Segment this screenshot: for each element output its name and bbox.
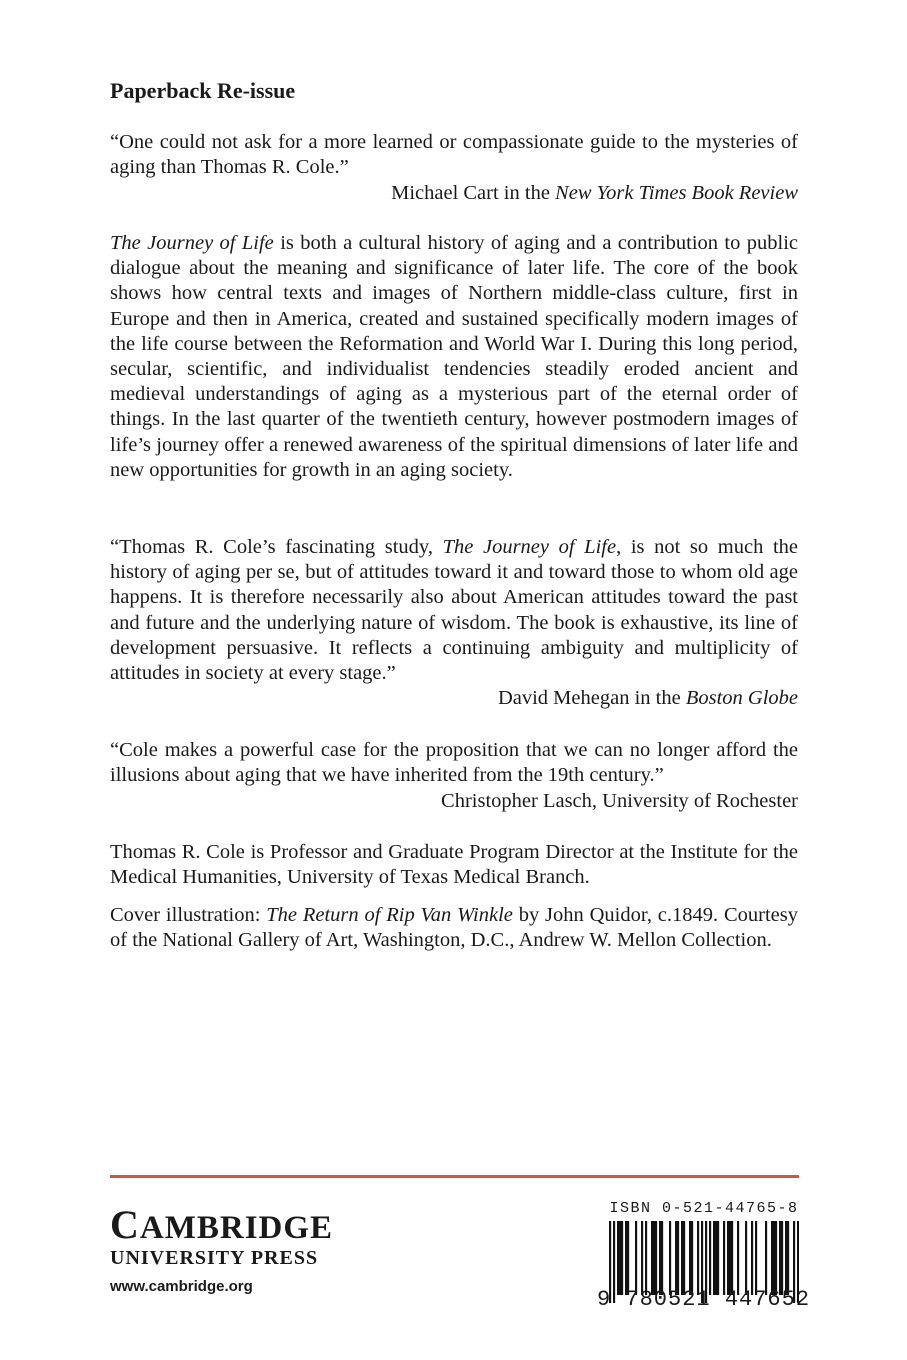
- barcode-bar: [781, 1221, 783, 1295]
- publisher-name: CAMBRIDGE: [110, 1202, 334, 1247]
- barcode-bar: [683, 1221, 685, 1295]
- barcode-bar: [785, 1221, 787, 1295]
- barcode-bar: [635, 1221, 637, 1295]
- quote-1-source: New York Times Book Review: [555, 182, 798, 204]
- publisher-subtitle: UNIVERSITY PRESS: [110, 1247, 319, 1269]
- barcode-bar: [709, 1221, 711, 1295]
- barcode-bar: [723, 1221, 725, 1295]
- barcode-bar: [645, 1221, 647, 1295]
- cover-credit-title: The Return of Rip Van Winkle: [266, 904, 513, 926]
- barcode-bar: [729, 1221, 731, 1295]
- description-text: is both a cultural history of aging and a contribution to public dialogue about the meaning and significance of later life. The core of the book shows how central texts and images of Northern middle-class culture, first in Europe and then in America, created and sustained specifically modern images of the life course between the Reformation and World War I. During this long period, secular, scientific, and individualist tendencies steadily eroded ancient and medieval understandings of aging as a mysterious part of the eternal order of things. In the last quarter of the twentieth century, however postmodern images of life’s journey offer a renewed awareness of the spiritual dimensions of later life and new opportunities for growth in an aging society.: [110, 232, 798, 481]
- barcode-bar: [773, 1221, 775, 1295]
- barcode-bar: [677, 1221, 679, 1295]
- barcode-bar: [659, 1221, 661, 1295]
- barcode-digits: 9 780521 447652: [597, 1287, 811, 1312]
- publisher-logo: [110, 1202, 334, 1295]
- barcode-bar: [715, 1221, 717, 1295]
- barcode-bar: [691, 1221, 693, 1295]
- barcode-bar: [625, 1221, 627, 1295]
- barcode-bar: [619, 1221, 621, 1295]
- quote-1: [110, 130, 798, 180]
- barcode-bar: [689, 1221, 691, 1295]
- book-title: The Journey of Life: [110, 232, 274, 254]
- barcode-bar: [681, 1221, 683, 1295]
- cover-credit: Cover illustration: The Return of Rip Van Winkle by John Quidor, c.1849. Courtesy of the National Gallery of Art, Washington, D.C., Andrew W. Mellon Collection.: [110, 904, 799, 952]
- barcode-bar: [641, 1221, 643, 1295]
- barcode-bar: [779, 1221, 781, 1295]
- barcode-bar: [627, 1221, 629, 1295]
- barcode-bar: [661, 1221, 663, 1295]
- barcode-bar: [697, 1221, 699, 1295]
- barcode-bar: [751, 1221, 753, 1295]
- quote-3-text: “Cole makes a powerful case for the proposition that we can no longer afford the illusions about aging that we have inherited from the 19th century.”: [110, 739, 798, 787]
- description: [110, 231, 798, 483]
- barcode-bar: [745, 1221, 747, 1295]
- quote-2: “Thomas R. Cole’s fascinating study, The Journey of Life, is not so much the history of aging per se, but of attitudes toward it and toward those to whom old age happens. It is therefore necessarily also about American attitudes toward the past and future and the underlying nature of wisdom. The book is exhaustive, its line of development persuasive. It reflects a continuing ambiguity and multiplicity of attitudes in society at every stage.”: [110, 536, 798, 685]
- barcode-bar: [771, 1221, 773, 1295]
- author-bio: Thomas R. Cole is Professor and Graduate Program Director at the Institute for the Medical Humanities, University of Texas Medical Branch.: [110, 841, 798, 889]
- barcode-bar: [717, 1221, 719, 1295]
- barcode-bar: [621, 1221, 623, 1295]
- divider-rule: [110, 1175, 799, 1178]
- quote-2-attribution: David Mehegan in the Boston Globe: [497, 687, 798, 709]
- barcode-bar: [731, 1221, 733, 1295]
- barcode-bar: [713, 1221, 715, 1295]
- quote-1-text: “One could not ask for a more learned or compassionate guide to the mysteries of aging than Thomas R. Cole.”: [110, 131, 798, 179]
- barcode-bar: [765, 1221, 767, 1295]
- barcode-bar: [617, 1221, 619, 1295]
- isbn-label: ISBN 0-521-44765-8: [609, 1200, 799, 1217]
- barcode-bar: [675, 1221, 677, 1295]
- quote-2-source: Boston Globe: [685, 687, 798, 709]
- barcode-bar: [755, 1221, 757, 1295]
- quote-3-attribution: Christopher Lasch, University of Rochester: [441, 790, 798, 812]
- quote-3: [110, 738, 798, 788]
- isbn-barcode-block: [597, 1200, 811, 1312]
- publisher-url: www.cambridge.org: [110, 1278, 253, 1295]
- barcode-bar: [653, 1221, 655, 1295]
- barcode-bar: [787, 1221, 789, 1295]
- quote-2-title: The Journey of Life: [442, 536, 617, 558]
- barcode-bar: [651, 1221, 653, 1295]
- quote-1-attribution: Michael Cart in the New York Times Book Review: [391, 182, 798, 204]
- barcode-bar: [727, 1221, 729, 1295]
- barcode-bar: [669, 1221, 671, 1295]
- barcode-bar: [737, 1221, 739, 1295]
- barcode-bar: [655, 1221, 657, 1295]
- edition-heading: Paperback Re-issue: [110, 78, 296, 103]
- barcode-bar: [775, 1221, 777, 1295]
